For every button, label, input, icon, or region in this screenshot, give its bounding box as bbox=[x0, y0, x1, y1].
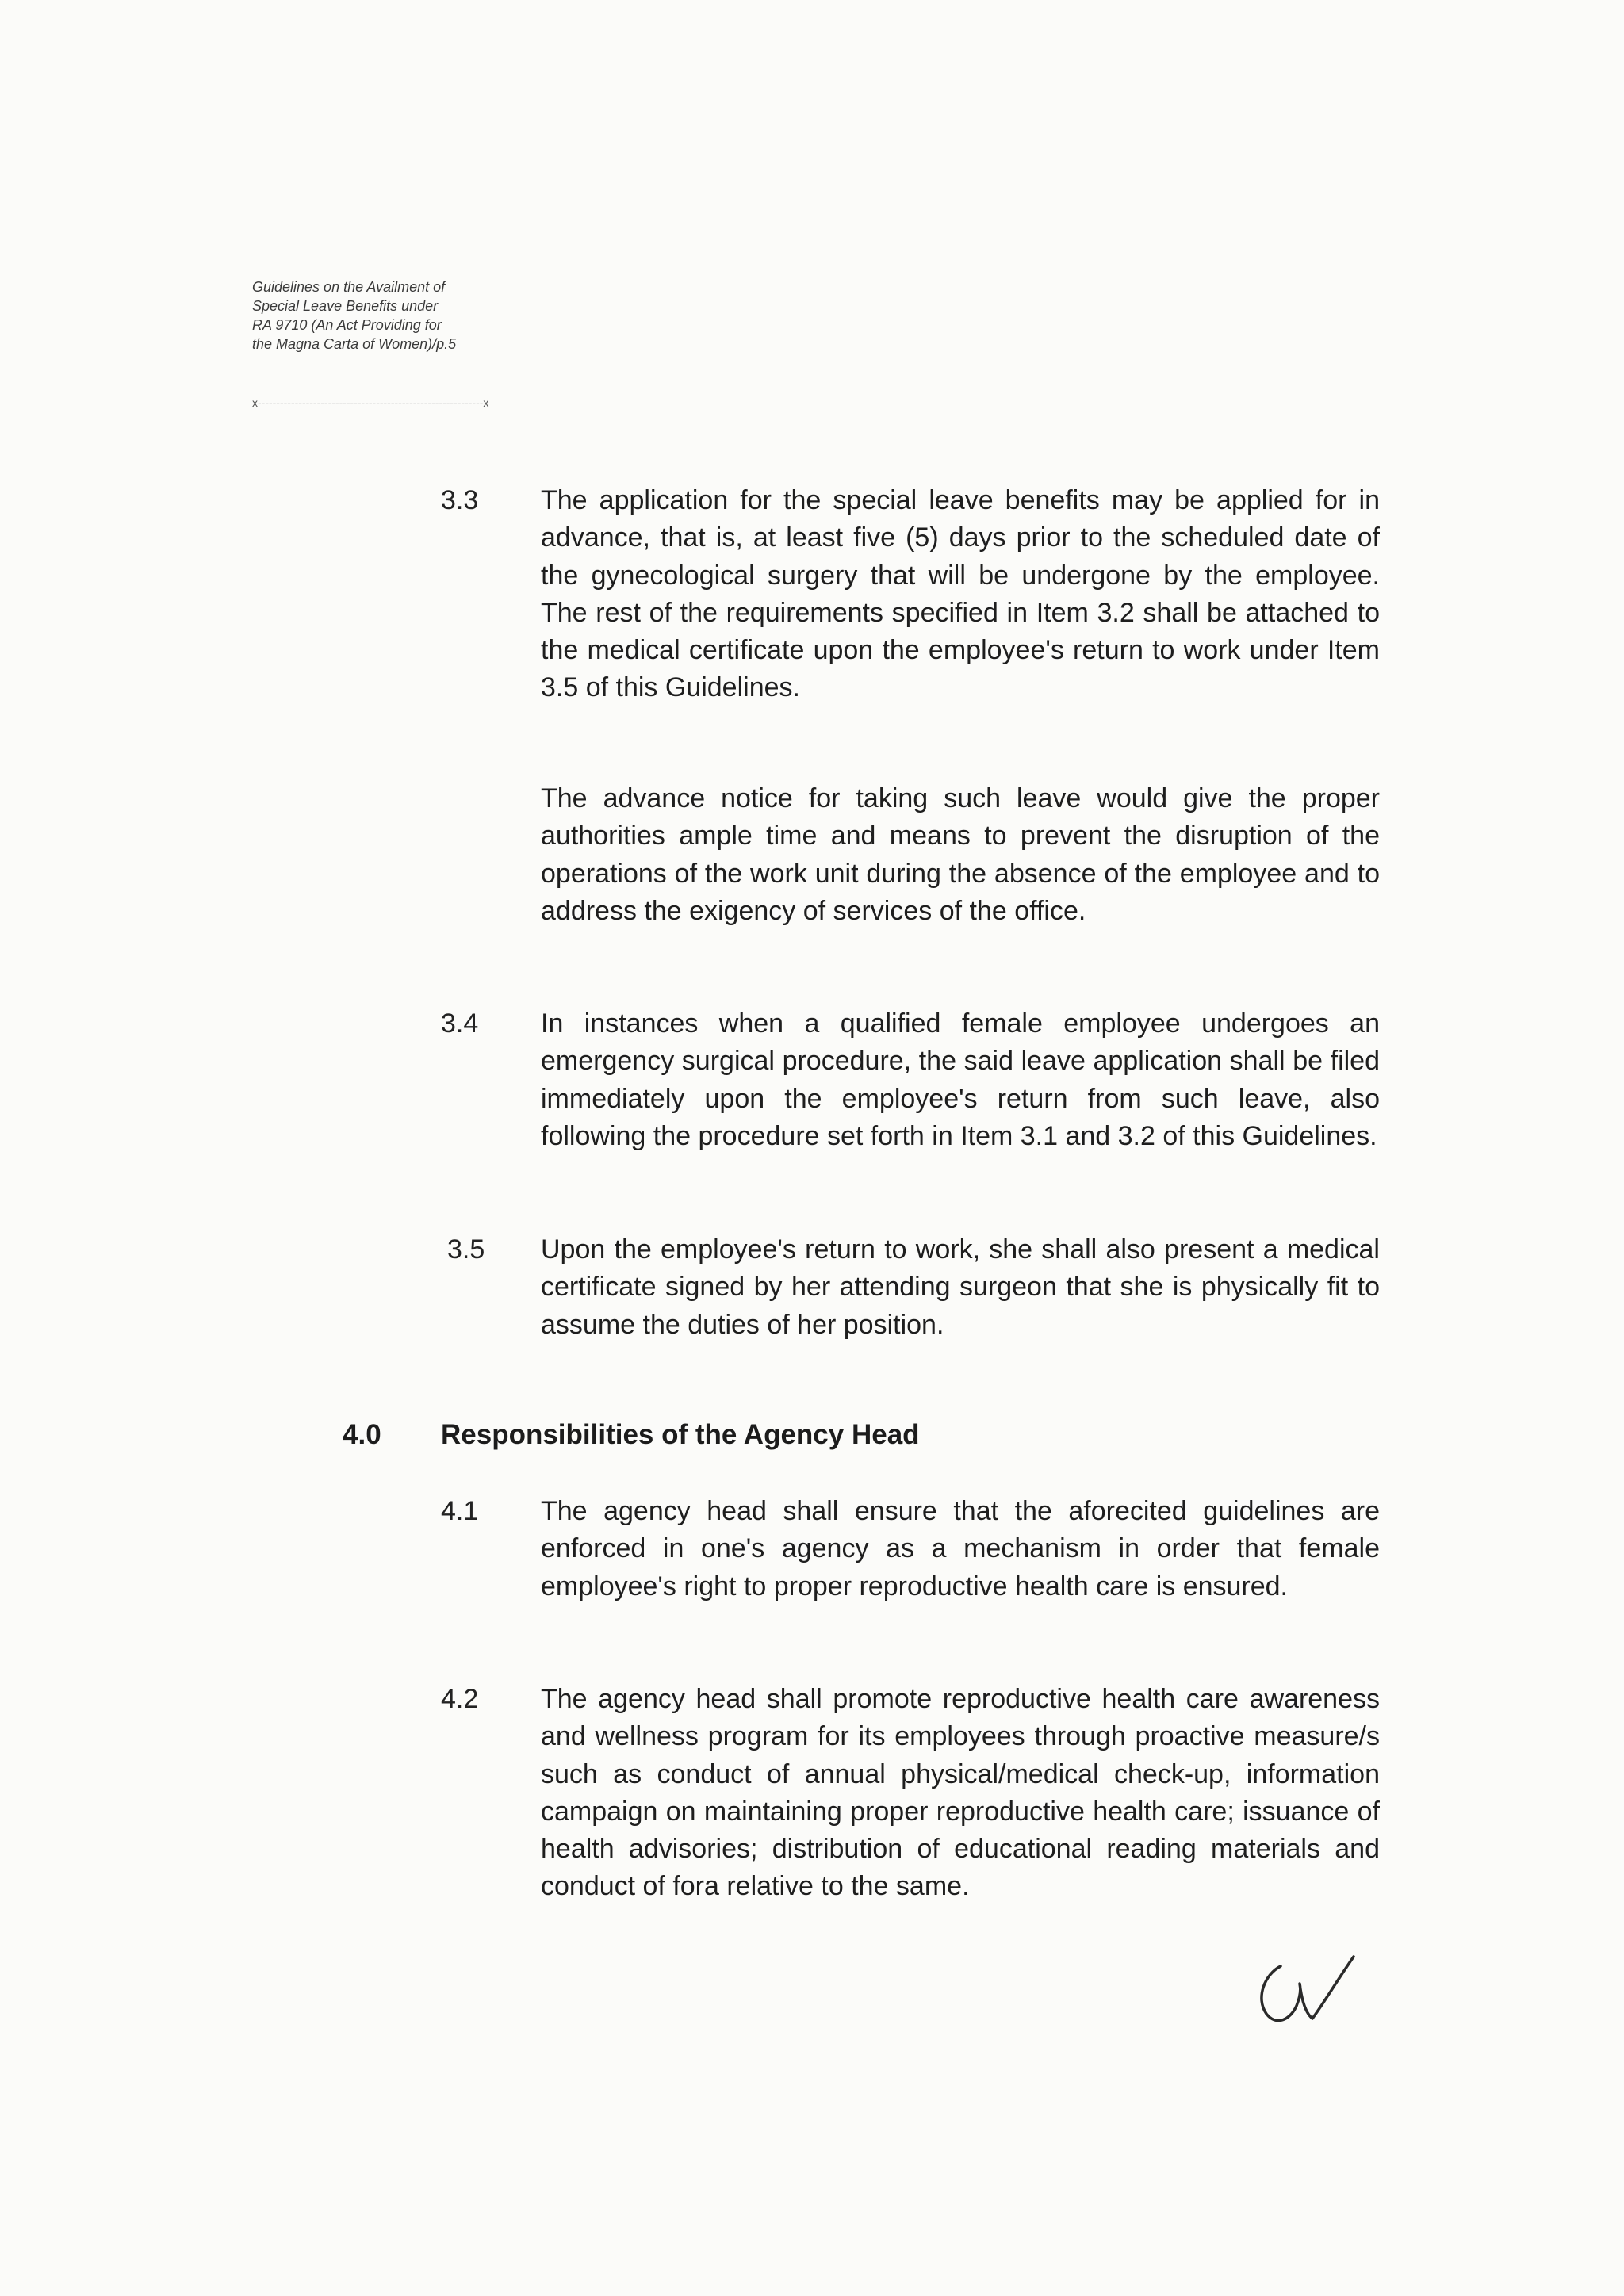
header-line: RA 9710 (An Act Providing for bbox=[252, 317, 442, 333]
item-paragraph: The application for the special leave benefits may be applied for in advance, that is, at least five (5) days prior to the scheduled date of the gynecological surgery that will be undergone by the employee. The rest of the requirements specified in Item 3.2 shall be attached to the medical certificate upon the employee's return to work under Item 3.5 of this Guidelines. bbox=[541, 485, 1380, 703]
item-number: 3.3 bbox=[441, 485, 479, 515]
item-number: 4.2 bbox=[441, 1684, 479, 1714]
item-number: 3.5 bbox=[447, 1234, 485, 1265]
header-line: Special Leave Benefits under bbox=[252, 298, 439, 314]
section-title: Responsibilities of the Agency Head bbox=[441, 1419, 920, 1450]
header-line: the Magna Carta of Women)/p.5 bbox=[252, 336, 457, 352]
item-number: 4.1 bbox=[441, 1496, 479, 1526]
item-paragraph: The advance notice for taking such leave would give the proper authorities ample time and means to prevent the disruption of the operations of the work unit during the absence of the employee and to address the exigency of services of the office. bbox=[541, 783, 1380, 926]
header-divider: x-------------------------------------------------------------x bbox=[252, 396, 489, 409]
header-line: Guidelines on the Availment of bbox=[252, 279, 446, 295]
item-paragraph: In instances when a qualified female employee undergoes an emergency surgical procedure, the said leave application shall be filed immediately upon the employee's return from such leave, also following the procedure set forth in Item 3.1 and 3.2 of this Guidelines. bbox=[541, 1008, 1380, 1151]
signature-initial-icon bbox=[1249, 1950, 1360, 2045]
item-paragraph: The agency head shall promote reproductive health care awareness and wellness program for its employees through proactive measure/s such as conduct of annual physical/medical check-up, information campaign on maintaining proper reproductive health care; issuance of health advisories; distribution of educational reading materials and conduct of fora relative to the same. bbox=[541, 1684, 1380, 1902]
running-header bbox=[252, 277, 585, 354]
section-number: 4.0 bbox=[343, 1419, 381, 1450]
item-paragraph: The agency head shall ensure that the aforecited guidelines are enforced in one's agency as a mechanism in order that female employee's right to proper reproductive health care is ensured. bbox=[541, 1496, 1380, 1601]
item-number: 3.4 bbox=[441, 1008, 479, 1039]
item-paragraph: Upon the employee's return to work, she shall also present a medical certificate signed by her attending surgeon that she is physically fit to assume the duties of her position. bbox=[541, 1234, 1380, 1340]
